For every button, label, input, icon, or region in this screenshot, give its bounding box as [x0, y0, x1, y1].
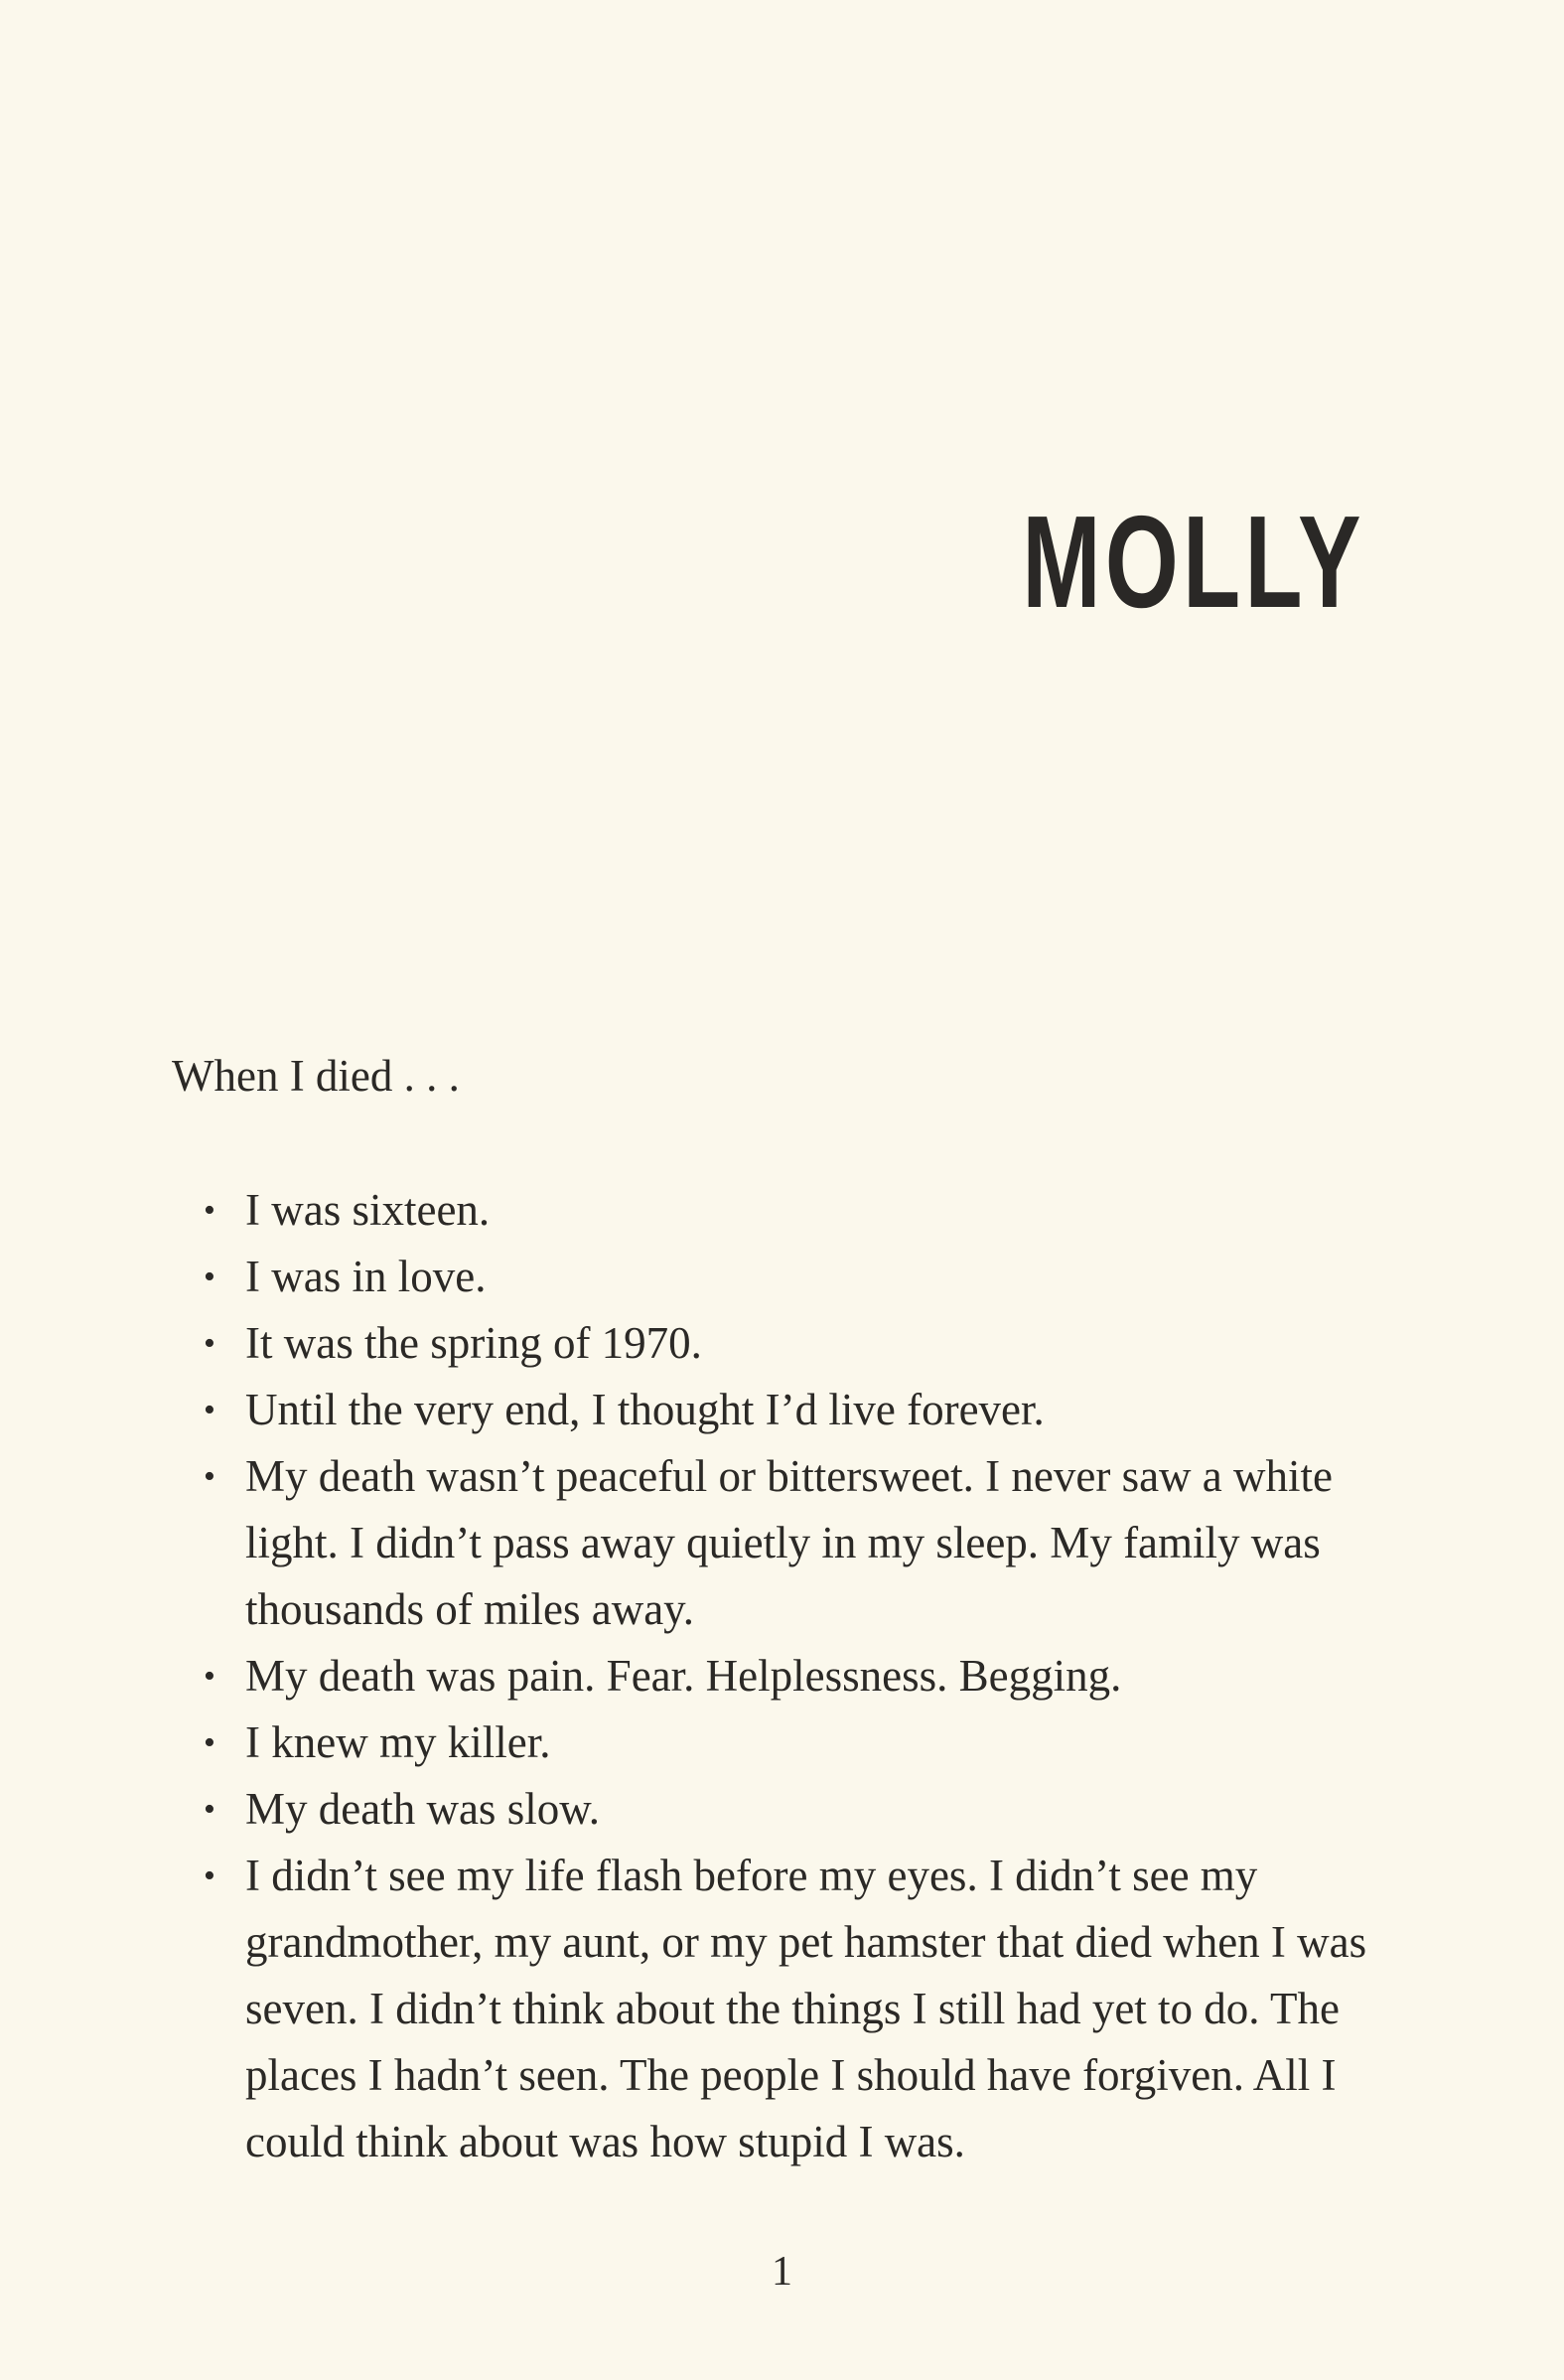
- list-item: • I was in love.: [172, 1244, 1373, 1310]
- bullet-list: [172, 1177, 1373, 2175]
- list-item: • Until the very end, I thought I’d live forever.: [172, 1377, 1373, 1443]
- list-item: • I knew my killer.: [172, 1710, 1373, 1776]
- list-item: • I didn’t see my life flash before my eyes. I didn’t see my grandmother, my aunt, or my pet hamster that died when I was seven. I didn’t think about the things I still had yet to do. The places I hadn’t seen. The people I should have forgiven. All I could think about was how stupid I was.: [172, 1843, 1373, 2175]
- page-number: 1: [772, 2249, 792, 2295]
- list-item: • My death was slow.: [172, 1776, 1373, 1843]
- list-item: • My death was pain. Fear. Helplessness. Begging.: [172, 1643, 1373, 1710]
- list-item: • I was sixteen.: [172, 1177, 1373, 1244]
- list-item: • My death wasn’t peaceful or bittersweet. I never saw a white light. I didn’t pass away quietly in my sleep. My family was thousands of miles away.: [172, 1443, 1373, 1643]
- list-item: • It was the spring of 1970.: [172, 1310, 1373, 1377]
- chapter-title: MOLLY: [1022, 489, 1365, 635]
- intro-line: When I died . . .: [172, 1051, 460, 1101]
